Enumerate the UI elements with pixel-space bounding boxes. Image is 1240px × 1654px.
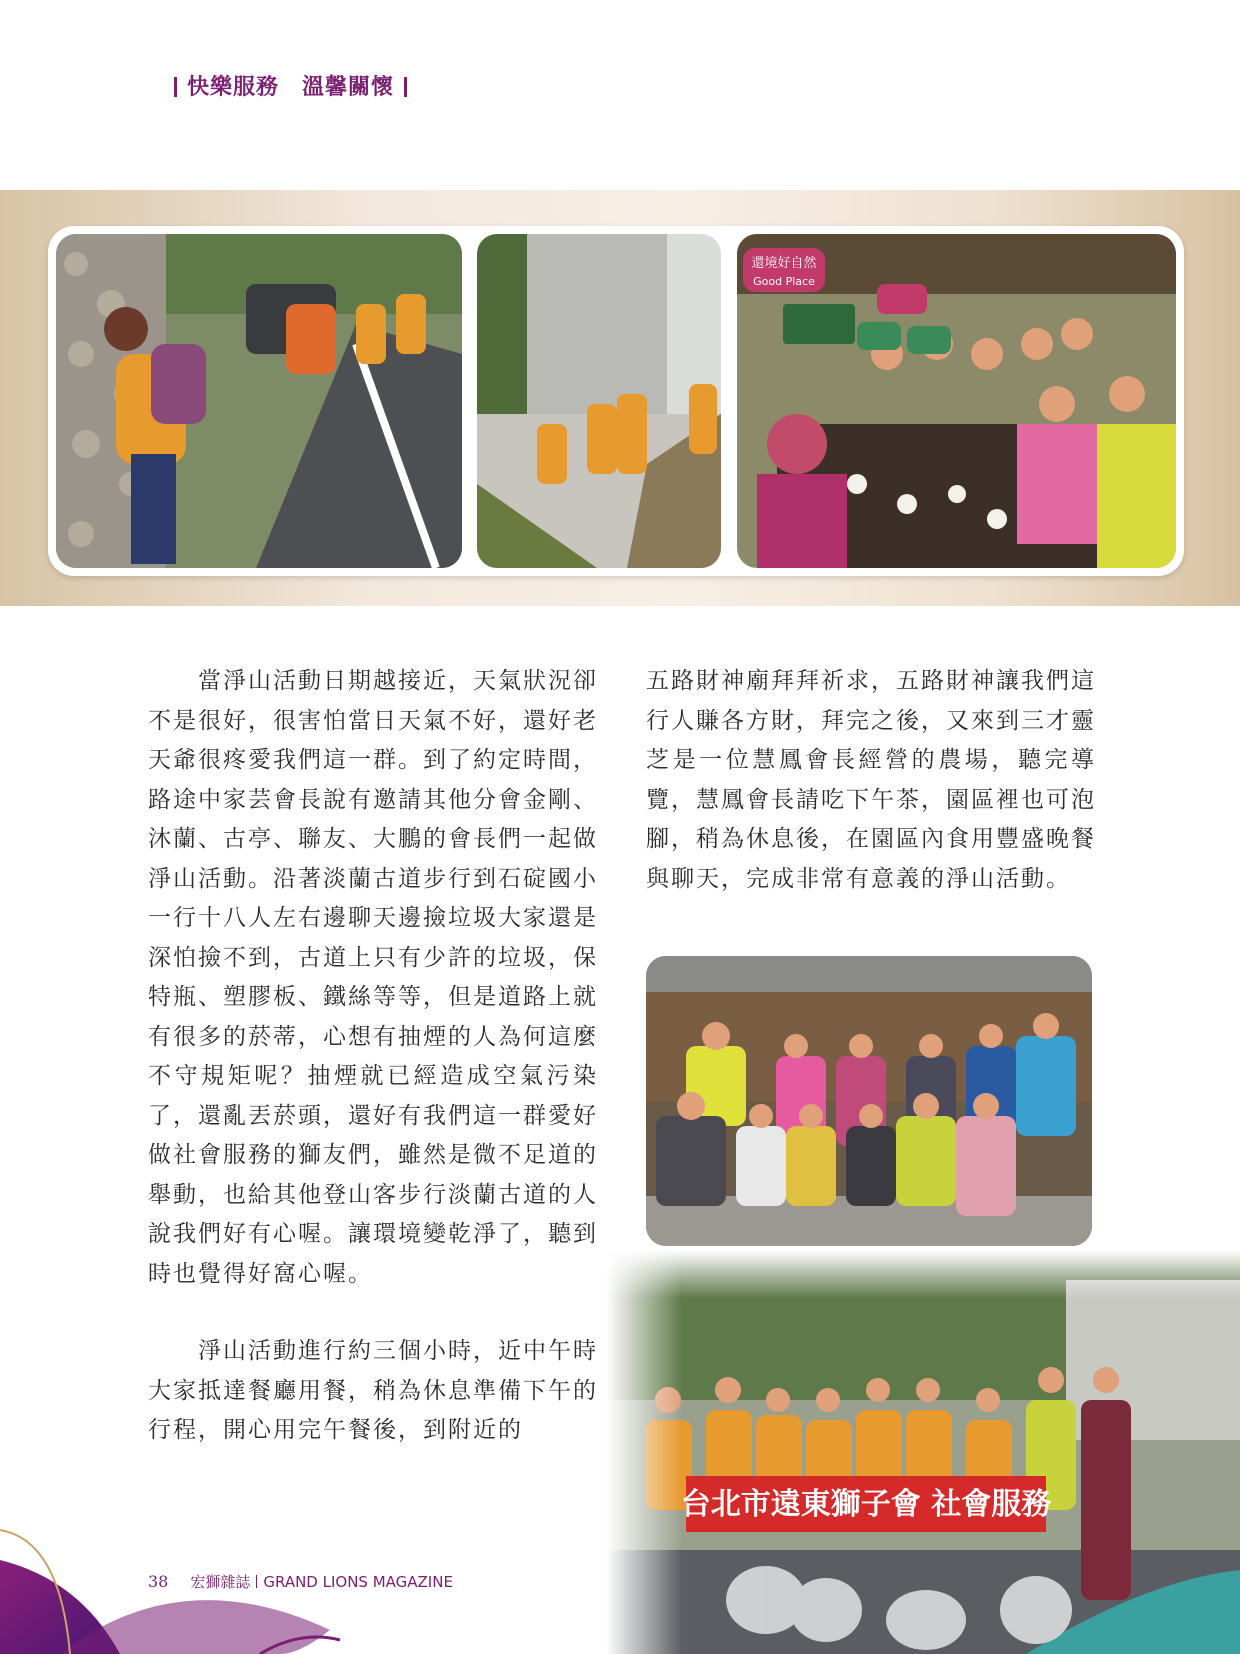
paragraph-3: 五路財神廟拜拜祈求，五路財神讓我們這行人賺各方財，拜完之後，又來到三才靈芝是一位慧鳳會長經營的農場，聽完導覽，慧鳳會長請吃下午茶，園區裡也可泡腳，稍為休息後，在園區內食用豐盛晚餐與聊天，完成非常有意義的淨山活動。 — [646, 668, 1096, 892]
paragraph-2: 淨山活動進行約三個小時，近中午時大家抵達餐廳用餐，稍為休息準備下午的行程，開心用完午餐後，到附近的 — [148, 1338, 598, 1443]
section-header — [164, 70, 417, 101]
photo-trail-cleanup — [477, 234, 721, 568]
photo-banner-group — [606, 1250, 1240, 1654]
header-title: 快樂服務 溫馨關懷 — [187, 75, 395, 100]
page-footer — [148, 1571, 453, 1592]
paragraph-1: 當淨山活動日期越接近，天氣狀況卻不是很好，很害怕當日天氣不好，還好老天爺很疼愛我們這一群。到了約定時間，路途中家芸會長說有邀請其他分會金剛、沐蘭、古亭、聯友、大鵬的會長們一起做淨山活動。沿著淡蘭古道步行到石碇國小一行十八人左右邊聊天邊撿垃圾大家還是深怕撿不到，古道上只有少許的垃圾，保特瓶、塑膠板、鐵絲等等，但是道路上就有很多的菸蒂，心想有抽煙的人為何這麼不守規矩呢？抽煙就已經造成空氣污染了，還亂丟菸頭，還好有我們這一群愛好做社會服務的獅友們，雖然是微不足道的舉動，也給其他登山客步行淡蘭古道的人說我們好有心喔。讓環境變乾淨了，聽到時也覺得好窩心喔。 — [148, 668, 598, 1287]
magazine-name-en: GRAND LIONS MAGAZINE — [263, 1573, 453, 1591]
right-text-column — [646, 662, 1096, 899]
header-bar-right — [404, 77, 407, 97]
photo-tea-gathering — [737, 234, 1176, 568]
left-text-column — [148, 662, 598, 1451]
page-number: 38 — [148, 1572, 169, 1591]
header-bar-left — [174, 77, 177, 97]
photo-farm-group — [646, 956, 1092, 1246]
photo-street-cleanup — [56, 234, 462, 568]
magazine-name-zh: 宏獅雜誌 — [190, 1573, 251, 1591]
tea-sign-text: 還境好自然 — [751, 256, 817, 271]
footer-separator — [256, 1575, 257, 1588]
tea-sign-text-en: Good Place — [753, 275, 815, 288]
